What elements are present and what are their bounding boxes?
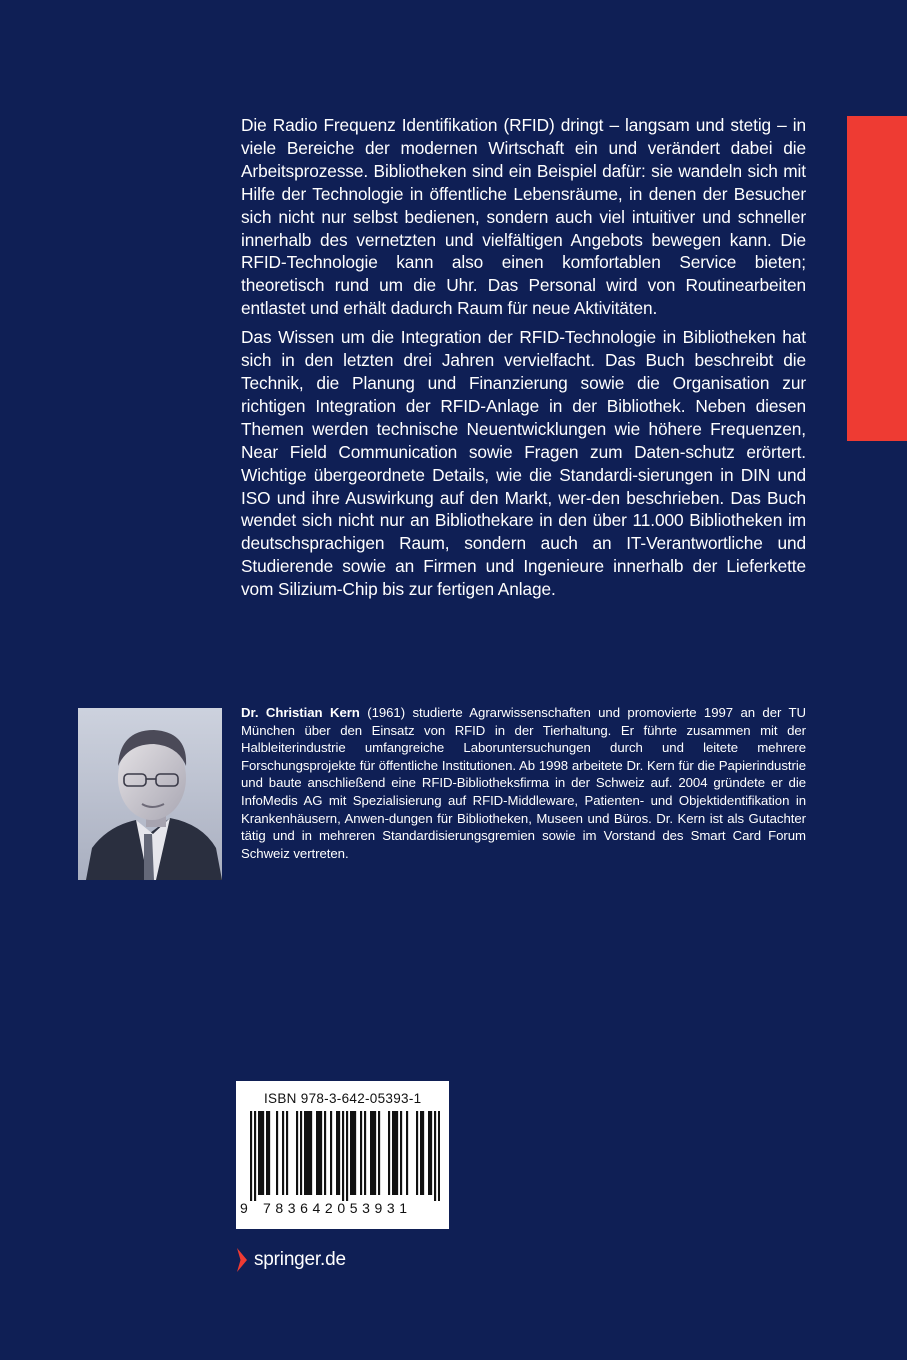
isbn-label: ISBN 978-3-642-05393-1 bbox=[264, 1091, 422, 1106]
barcode-bar bbox=[370, 1111, 372, 1195]
barcode-bar bbox=[306, 1111, 308, 1195]
author-bio-text: (1961) studierte Agrarwissenschaften und promovierte 1997 an der TU München über den Einsatz von RFID in der Tierhaltung. Er führte zusammen mit der Halbleiterindustrie umfangreiche Laboruntersuchungen durch und leitete mehrere Forschungsprojekte für öffentliche Institutionen. Ab 1998 arbeitete Dr. Kern für die Papierindustrie und baute anschließend eine RFID-Bibliotheksfirma in der Schweiz auf. 2004 gründete er die InfoMedis AG mit Spezialisierung auf RFID-Middleware, Patienten- und Objektidentifikation in Krankenhäusern, Anwen-dungen für Bibliotheken, Museen und Büros. Dr. Kern ist als Gutachter tätig und in mehreren Standardisierungsgremien sowie im Vorstand des Smart Card Forum Schweiz vertreten. bbox=[241, 705, 806, 861]
barcode-bar bbox=[338, 1111, 340, 1195]
red-accent-bar bbox=[847, 116, 907, 441]
barcode-bar bbox=[254, 1111, 256, 1201]
author-name: Dr. Christian Kern bbox=[241, 705, 360, 720]
barcode-bar bbox=[296, 1111, 298, 1195]
barcode-bar bbox=[300, 1111, 302, 1195]
barcode-bar bbox=[354, 1111, 356, 1195]
barcode-bar bbox=[324, 1111, 326, 1195]
description-paragraph-1: Die Radio Frequenz Identifikation (RFID) dringt – langsam und stetig – in viele Bereiche der modernen Wirtschaft ein und verändert dabei die Arbeitsprozesse. Bibliotheken sind ein Beispiel dafür: sie wandeln sich mit Hilfe der Technologie in öffentliche Lebensräume, in denen der Besucher sich nicht nur selbst bedienen, sondern auch viel intuitiver und schneller innerhalb des vernetzten und vielfältigen Angebots bewegen kann. Die RFID-Technologie kann also einen komfortablen Service bieten; theoretisch rund um die Uhr. Das Personal wird von Routinearbeiten entlastet und erhält dadurch Raum für neue Aktivitäten. bbox=[241, 115, 806, 319]
barcode-bar bbox=[258, 1111, 260, 1195]
barcode-bar bbox=[416, 1111, 418, 1195]
barcode-bar bbox=[352, 1111, 354, 1195]
chevron-right-icon bbox=[236, 1247, 248, 1273]
publisher-website: springer.de bbox=[254, 1249, 346, 1270]
barcode-bar bbox=[406, 1111, 408, 1195]
barcode-bar bbox=[286, 1111, 288, 1195]
barcode-bar bbox=[304, 1111, 306, 1195]
barcode-bar bbox=[420, 1111, 422, 1195]
author-bio bbox=[241, 704, 806, 862]
barcode-bar bbox=[396, 1111, 398, 1195]
barcode-bar bbox=[378, 1111, 380, 1195]
barcode-bar bbox=[318, 1111, 320, 1195]
barcode-bar bbox=[360, 1111, 362, 1195]
barcode-bar bbox=[388, 1111, 390, 1195]
barcode-bar bbox=[320, 1111, 322, 1195]
barcode-bar bbox=[276, 1111, 278, 1195]
barcode-bar bbox=[350, 1111, 352, 1195]
barcode-bar bbox=[438, 1111, 440, 1201]
barcode-bar bbox=[342, 1111, 344, 1201]
barcode-bar bbox=[394, 1111, 396, 1195]
barcode-bar bbox=[262, 1111, 264, 1195]
barcode-bar bbox=[266, 1111, 268, 1195]
publisher-logo bbox=[236, 1247, 346, 1273]
barcode-bar bbox=[268, 1111, 270, 1195]
barcode-bar bbox=[316, 1111, 318, 1195]
description-paragraph-2: Das Wissen um die Integration der RFID-Technologie in Bibliotheken hat sich in den letzten drei Jahren vervielfacht. Das Buch beschreibt die Technik, die Planung und Finanzierung sowie die Organisation zur richtigen Integration der RFID-Anlage in der Bibliothek. Neben diesen Themen werden technische Neuentwicklungen wie höhere Frequenzen, Near Field Communication sowie Fragen zum Daten-schutz erörtert. Wichtige übergeordnete Details, wie die Standardi-sierungen in DIN und ISO und ihre Auswirkung auf den Markt, wer-den beschrieben. Das Buch wendet sich nicht nur an Bibliothekare in den über 11.000 Bibliotheken im deutschsprachigen Raum, sondern auch an IT-Verantwortliche und Studierende sowie an Firmen und Ingenieure innerhalb der Lieferkette vom Silizium-Chip bis zur fertigen Anlage. bbox=[241, 327, 806, 600]
isbn-barcode bbox=[236, 1081, 449, 1229]
author-photo bbox=[78, 708, 222, 880]
barcode-bar bbox=[374, 1111, 376, 1195]
ean-digits: 783642053931 bbox=[263, 1200, 412, 1216]
ean-first-digit: 9 bbox=[240, 1200, 248, 1216]
barcode-bar bbox=[372, 1111, 374, 1195]
barcode-bar bbox=[260, 1111, 262, 1195]
barcode-bar bbox=[422, 1111, 424, 1195]
barcode-bar bbox=[392, 1111, 394, 1195]
barcode-bar bbox=[250, 1111, 252, 1201]
barcode-bar bbox=[364, 1111, 366, 1195]
barcode-bar bbox=[336, 1111, 338, 1195]
barcode-bar bbox=[330, 1111, 332, 1195]
barcode-bar bbox=[282, 1111, 284, 1195]
barcode-bar bbox=[400, 1111, 402, 1195]
book-description bbox=[241, 114, 806, 607]
barcode-bar bbox=[428, 1111, 430, 1195]
barcode-bar bbox=[346, 1111, 348, 1201]
barcode-bar bbox=[430, 1111, 432, 1195]
barcode-bars bbox=[250, 1111, 440, 1201]
barcode-bar bbox=[434, 1111, 436, 1201]
barcode-bar bbox=[310, 1111, 312, 1195]
barcode-bar bbox=[308, 1111, 310, 1195]
